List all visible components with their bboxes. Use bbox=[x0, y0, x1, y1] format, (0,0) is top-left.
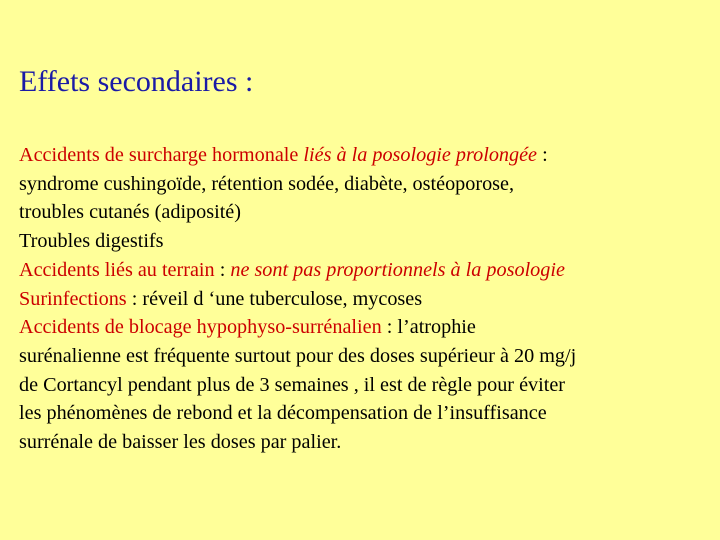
text-line bbox=[19, 399, 709, 428]
slide-body bbox=[19, 141, 709, 457]
text-segment: Accidents liés au terrain bbox=[19, 258, 215, 281]
text-segment: : l’atrophie bbox=[381, 316, 476, 339]
text-line bbox=[19, 342, 709, 371]
text-line bbox=[19, 170, 709, 199]
text-segment: liés à la posologie prolongée bbox=[303, 144, 538, 166]
text-segment: de Cortancyl pendant plus de 3 semaines , il est de règle pour éviter bbox=[19, 373, 566, 396]
slide-title: Effets secondaires : bbox=[19, 65, 254, 98]
text-segment: : bbox=[537, 144, 548, 166]
text-line bbox=[19, 256, 709, 285]
text-line bbox=[19, 227, 709, 256]
text-line bbox=[19, 428, 709, 457]
text-segment: surénalienne est fréquente surtout pour des doses supérieur à 20 mg/j bbox=[19, 344, 577, 367]
text-segment: Accidents de blocage hypophyso-surrénalien bbox=[19, 316, 382, 339]
text-segment: Surinfections bbox=[19, 287, 127, 310]
text-segment: ne sont pas proportionnels à la posologie bbox=[230, 258, 565, 281]
text-segment: syndrome cushingoïde, rétention sodée, diabète, ostéoporose, bbox=[19, 172, 515, 195]
text-segment: surrénale de baisser les doses par palier. bbox=[19, 431, 342, 454]
text-line bbox=[19, 141, 709, 170]
text-segment: Troubles digestifs bbox=[19, 230, 164, 253]
text-segment: : réveil d ‘une tuberculose, mycoses bbox=[126, 287, 423, 310]
text-line bbox=[19, 371, 709, 400]
text-line bbox=[19, 313, 709, 342]
text-line bbox=[19, 285, 709, 314]
text-segment: troubles cutanés (adiposité) bbox=[19, 201, 241, 224]
text-segment: Accidents de surcharge hormonale bbox=[19, 144, 304, 166]
text-segment: : bbox=[214, 258, 231, 281]
text-line bbox=[19, 198, 709, 227]
text-segment: les phénomènes de rebond et la décompensation de l’insuffisance bbox=[19, 402, 547, 425]
